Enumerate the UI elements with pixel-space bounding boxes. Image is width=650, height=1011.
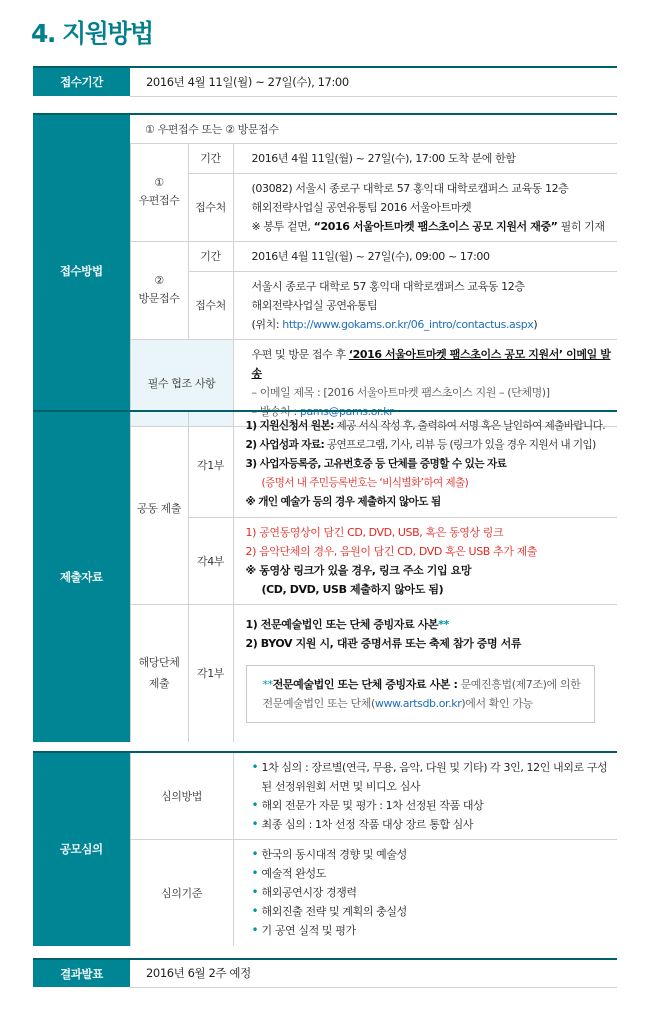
period-value: 2016년 4월 11일(월) ~ 27일(수), 17:00 [130, 67, 617, 96]
review-method-label: 심의방법 [130, 752, 233, 840]
note-rest: 문예진흥법(제7조)에 의한 [457, 678, 581, 692]
common-label: 공동 제출 [130, 411, 188, 605]
mail-num: ① [154, 176, 164, 189]
each1-label: 각1부 [188, 411, 233, 518]
review-criteria-label: 심의기준 [130, 840, 233, 946]
applicable-docs-list [233, 605, 617, 742]
review-method-content [233, 752, 617, 840]
method-options: ① 우편접수 또는 ② 방문접수 [130, 114, 617, 143]
mail-note-bold: “2016 서울아트마켓 팸스초이스 공모 지원서 재중” [313, 219, 558, 233]
result-value: 2016년 6월 2주 예정 [130, 959, 617, 987]
period-table [33, 66, 617, 97]
applicable-doc-2: 2) BYOV 지원 시, 대관 증명서류 또는 축제 참가 증명 서류 [245, 637, 522, 651]
applicable-doc-1 [246, 615, 614, 634]
visit-location-link[interactable]: http://www.gokams.or.kr/06_intro/contactus.aspx [282, 317, 534, 331]
common-doc-1 [246, 417, 614, 436]
visit-location-prefix: (위치: [251, 317, 283, 331]
video-doc-2: 2) 음악단체의 경우, 음원이 담긴 CD, DVD 혹은 USB 추가 제출 [245, 545, 538, 558]
common-doc-3: 3) 사업자등록증, 고유번호증 등 단체를 증명할 수 있는 자료 [245, 458, 507, 470]
visit-term-label: 기간 [188, 241, 233, 271]
review-method-list [252, 758, 614, 834]
page-title: 4. 지원방법 [31, 19, 153, 48]
docs-table [33, 410, 617, 742]
review-criteria-content [233, 840, 617, 946]
review-method-item: • 1차 심의 : 장르별(연극, 무용, 음악, 다원 및 기타) 각 3인, 12인 내외로 구성된 선정위원회 서면 및 비디오 심사 [252, 758, 614, 796]
review-criteria-item: • 예술적 완성도 [252, 864, 614, 883]
coop-label: 필수 협조 사항 [130, 339, 233, 426]
artsdb-link[interactable]: www.artsdb.or.kr [374, 697, 462, 711]
note-star: ** [262, 678, 273, 692]
review-criteria-list [252, 845, 614, 940]
common-doc-2-title: 2) 사업성과 자료: [245, 439, 325, 451]
applicable-label-1: 해당단체 [138, 656, 180, 670]
mail-note-prefix: ※ 봉투 겉면, [251, 219, 314, 233]
visit-name: 방문접수 [138, 292, 180, 305]
note-line-2-suffix: )에서 확인 가능 [461, 697, 533, 711]
video-doc-note: ※ 동영상 링크가 있을 경우, 링크 주소 기입 요망 [245, 564, 472, 577]
common-doc-1-title: 1) 지원신청서 원본: [245, 420, 334, 432]
result-table [33, 958, 617, 988]
review-criteria-item: • 해외공연시장 경쟁력 [252, 883, 614, 902]
common-doc-2-desc: 공연프로그램, 기사, 리뷰 등 (링크가 있을 경우 지원서 내 기입) [324, 439, 596, 451]
coop-line1-bold: ‘2016 서울아트마켓 팸스초이스 공모 지원서’ 이메일 발송 [251, 347, 611, 380]
common-doc-1-desc: 제공 서식 작성 후, 출력하여 서명 혹은 날인하여 제출바랍니다. [333, 420, 606, 432]
coop-line3-prefix: – 발송처 : [251, 404, 300, 418]
note-line-2-prefix: 전문예술법인 또는 단체( [262, 697, 375, 711]
review-criteria-item: • 기 공연 실적 및 평가 [252, 921, 614, 940]
review-method-item: • 해외 전문가 자문 및 평가 : 1차 선정된 작품 대상 [252, 796, 614, 815]
mail-section-label [130, 143, 188, 241]
mail-place-line1: (03082) 서울시 종로구 대학로 57 홍익대 대학로캠퍼스 교육동 12층 [251, 181, 569, 195]
visit-num: ② [154, 274, 164, 287]
common-doc-3-note: (증명서 내 주민등록번호는 ‘비식별화’하여 제출) [261, 477, 469, 489]
coop-line2: – 이메일 제목 : [2016 서울아트마켓 팸스초이스 지원 – (단체명)] [251, 385, 550, 399]
note-line-2 [263, 694, 583, 713]
applicable-doc-1-star: ** [438, 618, 449, 632]
result-label: 결과발표 [33, 959, 130, 987]
coop-email-link[interactable]: pams@pams.or.kr [299, 404, 394, 418]
docs-label: 제출자료 [33, 411, 130, 742]
period-label: 접수기간 [33, 67, 130, 96]
note-line-1 [263, 675, 583, 694]
each4-label: 각4부 [188, 518, 233, 605]
review-criteria-item: • 해외진출 전략 및 계획의 충실성 [252, 902, 614, 921]
mail-place-line3 [252, 217, 614, 236]
certification-note-box [246, 665, 596, 723]
mail-place-line2: 해외전략사업실 공연유통팀 2016 서울아트마켓 [251, 200, 472, 214]
visit-location-suffix: ) [533, 317, 538, 331]
video-doc-note-2: (CD, DVD, USB 제출하지 않아도 됨) [261, 583, 444, 596]
mail-term-label: 기간 [188, 143, 233, 173]
review-label: 공모심의 [33, 752, 130, 946]
mail-note-suffix: 필히 기재 [557, 219, 605, 233]
applicable-label-2: 제출 [148, 677, 170, 691]
coop-line1 [252, 345, 614, 383]
applicable-doc-1-text: 1) 전문예술법인 또는 단체 증빙자료 사본 [245, 618, 439, 632]
review-method-item: • 최종 심의 : 1차 선정 작품 대상 장르 통합 심사 [252, 815, 614, 834]
common-doc-2 [246, 436, 614, 455]
video-doc-1: 1) 공연동영상이 담긴 CD, DVD, USB, 혹은 동영상 링크 [245, 526, 504, 539]
mail-term-value: 2016년 4월 11일(월) ~ 27일(수), 17:00 도착 분에 한함 [233, 143, 617, 173]
video-docs-list [233, 518, 617, 605]
visit-place [233, 271, 617, 339]
visit-term-value: 2016년 4월 11일(월) ~ 27일(수), 09:00 ~ 17:00 [233, 241, 617, 271]
each1b-label: 각1부 [188, 605, 233, 742]
visit-section-label [130, 241, 188, 339]
mail-place-label: 접수처 [188, 173, 233, 241]
review-criteria-item: • 한국의 동시대적 경향 및 예술성 [252, 845, 614, 864]
review-table [33, 751, 617, 946]
mail-place [233, 173, 617, 241]
mail-name: 우편접수 [138, 194, 180, 207]
note-head: 전문예술법인 또는 단체 증빙자료 사본 : [272, 678, 458, 692]
method-label: 접수방법 [33, 114, 130, 426]
visit-place-line2: 해외전략사업실 공연유통팀 [251, 298, 378, 312]
applicable-label [130, 605, 188, 742]
method-table [33, 113, 617, 427]
common-doc-note: ※ 개인 예술가 등의 경우 제출하지 않아도 됨 [245, 496, 441, 508]
visit-place-line1: 서울시 종로구 대학로 57 홍익대 대학로캠퍼스 교육동 12층 [251, 279, 525, 293]
visit-place-label: 접수처 [188, 271, 233, 339]
visit-place-line3 [252, 315, 614, 334]
common-docs-list [233, 411, 617, 518]
coop-line1-prefix: 우편 및 방문 접수 후 [251, 347, 349, 361]
